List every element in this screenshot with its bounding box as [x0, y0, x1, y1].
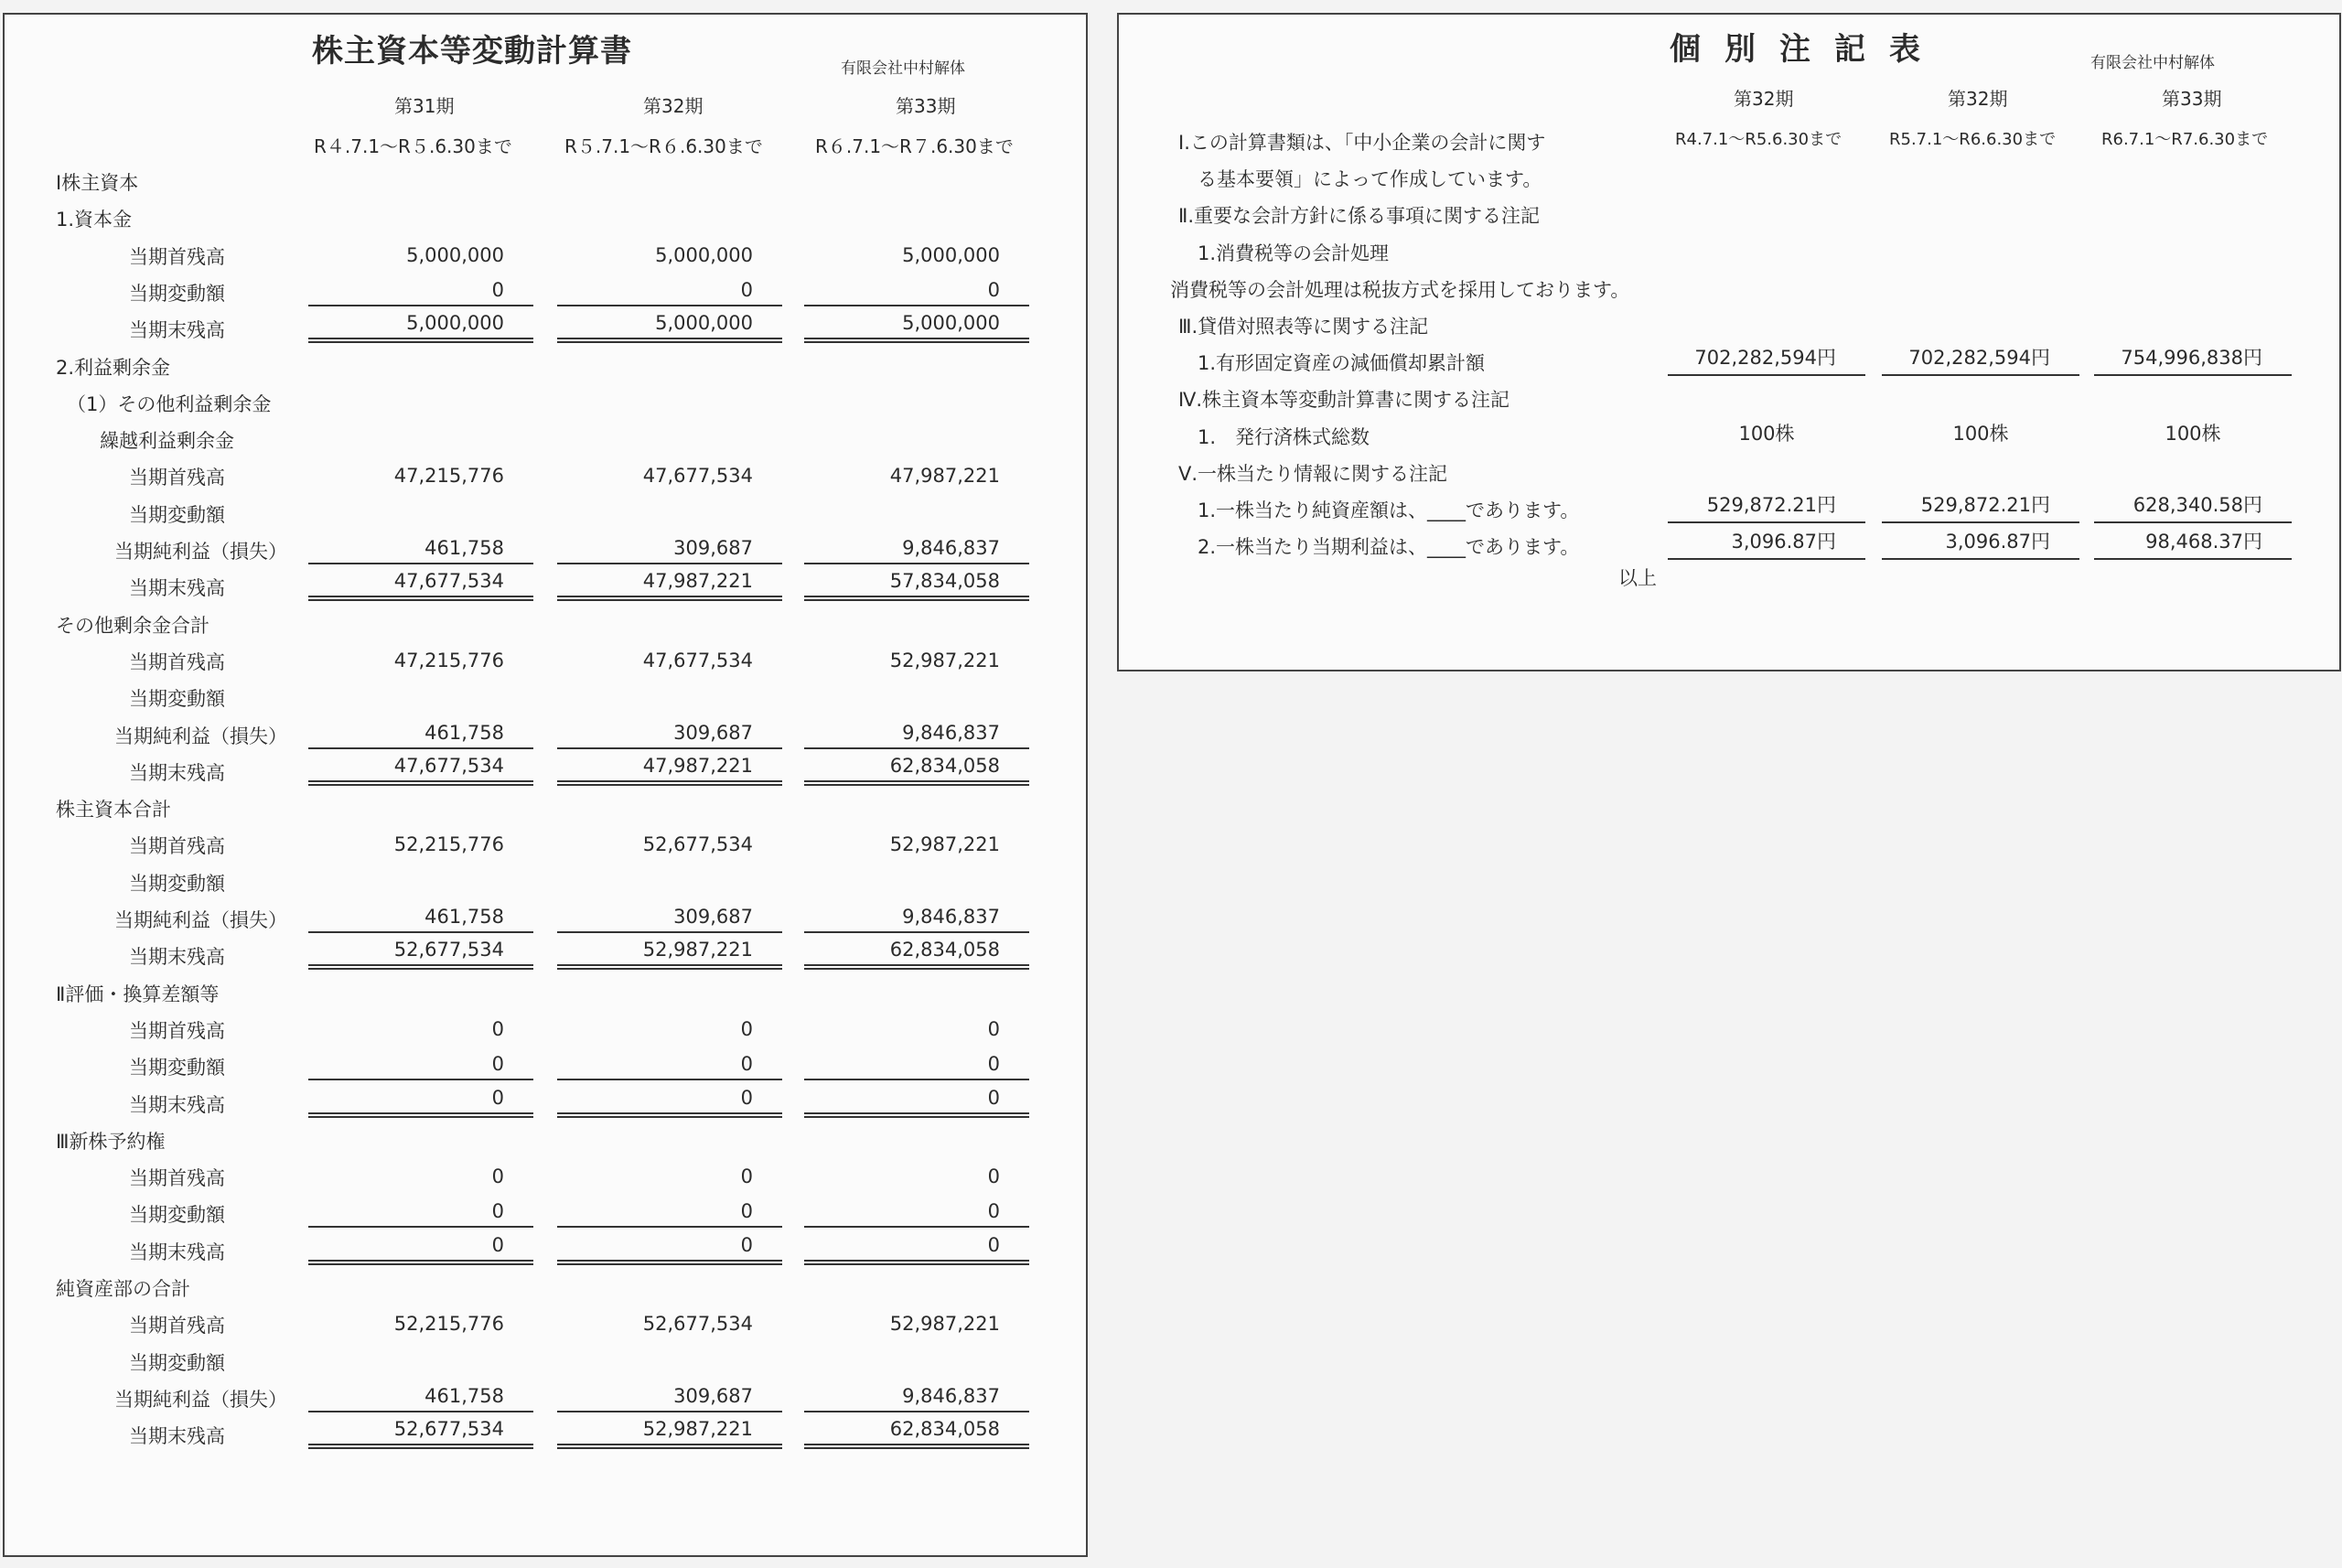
value-cell	[1668, 529, 1865, 560]
value: 0	[987, 1200, 1000, 1223]
row-label: 当期首残高	[129, 1019, 225, 1042]
value: 52,215,776	[393, 833, 504, 856]
value: 0	[491, 278, 504, 301]
shareholders-equity-statement	[3, 13, 1088, 1557]
notes-period-range-2: R5.7.1～R6.6.30まで	[1889, 130, 2057, 149]
period-range-32: R５.7.1～R６.6.30まで	[564, 135, 763, 157]
value-cell	[308, 459, 533, 490]
row-label: 1. 発行済株式総数	[1198, 425, 1370, 448]
value-cell	[557, 718, 782, 749]
value-cell	[308, 939, 533, 970]
row-label: Ⅲ.貸借対照表等に関する注記	[1178, 316, 1429, 338]
period-header-33: 第33期	[896, 95, 956, 117]
value-cell	[308, 828, 533, 859]
row-label: 当期末残高	[129, 319, 225, 342]
value-cell	[804, 1087, 1029, 1118]
value: 0	[491, 1200, 504, 1223]
value: 52,677,534	[642, 833, 753, 856]
value-cell	[804, 1049, 1029, 1080]
row-label: 当期末残高	[129, 761, 225, 784]
value: 5,000,000	[406, 243, 504, 266]
row-label: 当期純利益（損失）	[114, 725, 287, 747]
value: 52,987,221	[889, 649, 1000, 671]
value-cell	[804, 1381, 1029, 1412]
row-label: 当期末残高	[129, 1240, 225, 1263]
value: 309,687	[673, 537, 753, 559]
value-cell	[804, 718, 1029, 749]
row-label: 2.一株当たり当期利益は、____であります。	[1198, 536, 1580, 559]
value: 100株	[2165, 422, 2221, 445]
value-cell	[1668, 419, 1865, 450]
row-label: 当期首残高	[129, 467, 225, 489]
value: 5,000,000	[902, 243, 1000, 266]
value: 47,987,221	[889, 465, 1000, 488]
row-label: Ⅳ.株主資本等変動計算書に関する注記	[1178, 389, 1510, 412]
value: 9,846,837	[902, 537, 1000, 559]
row-label: 当期首残高	[129, 835, 225, 858]
value-cell	[557, 570, 782, 601]
row-label: その他剰余金合計	[56, 614, 209, 637]
row-label: 当期首残高	[129, 650, 225, 673]
value: 0	[491, 1086, 504, 1109]
row-label: 1.有形固定資産の減価償却累計額	[1198, 352, 1486, 375]
row-label: 当期変動額	[129, 1057, 225, 1079]
row-label: 当期変動額	[129, 872, 225, 895]
value: 62,834,058	[889, 754, 1000, 777]
statement-title: 株主資本等変動計算書	[312, 33, 632, 70]
value: 47,677,534	[393, 570, 504, 593]
value: 98,468.37円	[2145, 531, 2262, 553]
row-label: Ⅰ株主資本	[56, 172, 139, 194]
value: 529,872.21円	[1920, 494, 2050, 516]
value-cell	[308, 533, 533, 564]
value-cell	[308, 1234, 533, 1265]
value-cell	[557, 1087, 782, 1118]
value: 47,215,776	[393, 649, 504, 671]
row-label: る基本要領」によって作成しています。	[1198, 168, 1542, 191]
value: 0	[491, 1165, 504, 1188]
value-cell	[557, 644, 782, 675]
value-cell	[804, 239, 1029, 270]
value: 100株	[1952, 422, 2009, 445]
value-cell	[557, 1234, 782, 1265]
value-cell	[804, 533, 1029, 564]
value-cell	[557, 828, 782, 859]
value: 5,000,000	[902, 312, 1000, 335]
value: 0	[740, 1233, 753, 1256]
row-label: Ⅱ評価・換算差額等	[56, 983, 220, 1005]
value: 47,677,534	[393, 754, 504, 777]
value: 0	[740, 1086, 753, 1109]
value-cell	[557, 533, 782, 564]
value-cell	[557, 1013, 782, 1044]
row-label: 当期純利益（損失）	[114, 541, 287, 563]
value: 0	[740, 1053, 753, 1076]
row-label: 当期変動額	[129, 1204, 225, 1227]
value: 9,846,837	[902, 721, 1000, 744]
value-cell	[557, 312, 782, 343]
row-label: 当期変動額	[129, 503, 225, 526]
notes-period-header-2: 第32期	[1948, 88, 2008, 110]
value: 47,987,221	[642, 754, 753, 777]
period-range-33: R６.7.1～R７.6.30まで	[815, 135, 1014, 157]
value-cell	[557, 275, 782, 306]
value-cell	[804, 902, 1029, 933]
value-cell	[1882, 345, 2079, 376]
value: 461,758	[424, 721, 504, 744]
value-cell	[308, 570, 533, 601]
row-label: 1.資本金	[56, 209, 133, 231]
value: 52,677,534	[642, 1313, 753, 1336]
row-label: 株主資本合計	[56, 799, 171, 822]
value: 52,215,776	[393, 1313, 504, 1336]
value-cell	[1882, 419, 2079, 450]
row-label: 消費税等の会計処理は税抜方式を採用しております。	[1170, 278, 1630, 301]
period-header-32: 第32期	[643, 95, 704, 117]
value-cell	[557, 939, 782, 970]
value-cell	[308, 312, 533, 343]
value-cell	[557, 1307, 782, 1338]
value: 0	[987, 1086, 1000, 1109]
value-cell	[308, 239, 533, 270]
value-cell	[2094, 419, 2292, 450]
value-cell	[804, 755, 1029, 786]
value-cell	[308, 1160, 533, 1191]
value: 309,687	[673, 1384, 753, 1407]
value-cell	[308, 718, 533, 749]
value-cell	[308, 275, 533, 306]
value-cell	[1668, 345, 1865, 376]
row-label: 当期変動額	[129, 1351, 225, 1374]
value: 754,996,838円	[2121, 347, 2262, 370]
value: 0	[987, 1165, 1000, 1188]
row-label: 当期首残高	[129, 245, 225, 268]
row-label: Ⅱ.重要な会計方針に係る事項に関する注記	[1178, 205, 1541, 228]
value: 47,677,534	[642, 465, 753, 488]
value-cell	[804, 1013, 1029, 1044]
value-cell	[557, 1418, 782, 1449]
value-cell	[308, 1381, 533, 1412]
value: 461,758	[424, 537, 504, 559]
row-label: 当期首残高	[129, 1167, 225, 1190]
notes-period-header-1: 第32期	[1734, 88, 1794, 110]
value: 9,846,837	[902, 906, 1000, 928]
value: 628,340.58円	[2133, 494, 2262, 516]
value-cell	[2094, 345, 2292, 376]
row-label: 純資産部の合計	[56, 1278, 190, 1300]
value-cell	[2094, 492, 2292, 523]
value-cell	[557, 459, 782, 490]
value: 309,687	[673, 721, 753, 744]
row-label: 繰越利益剰余金	[100, 430, 234, 453]
value-cell	[804, 570, 1029, 601]
value-cell	[308, 755, 533, 786]
closing-text: 以上	[1618, 567, 1657, 589]
value: 52,677,534	[393, 939, 504, 961]
value-cell	[557, 1381, 782, 1412]
value: 309,687	[673, 906, 753, 928]
value-cell	[804, 459, 1029, 490]
value: 461,758	[424, 1384, 504, 1407]
row-label: 当期変動額	[129, 282, 225, 305]
row-label: 当期純利益（損失）	[114, 909, 287, 931]
value-cell	[308, 1418, 533, 1449]
row-label: 1.消費税等の会計処理	[1198, 242, 1390, 264]
value-cell	[2094, 529, 2292, 560]
value-cell	[557, 755, 782, 786]
period-header-31: 第31期	[394, 95, 455, 117]
value-cell	[1882, 492, 2079, 523]
notes-period-header-3: 第33期	[2162, 88, 2222, 110]
value: 52,987,221	[889, 833, 1000, 856]
row-label: 2.利益剰余金	[56, 356, 171, 379]
value: 0	[740, 1017, 753, 1040]
value: 5,000,000	[655, 243, 753, 266]
value: 62,834,058	[889, 1418, 1000, 1441]
value: 52,677,534	[393, 1418, 504, 1441]
value: 5,000,000	[406, 312, 504, 335]
value-cell	[1668, 492, 1865, 523]
value: 62,834,058	[889, 939, 1000, 961]
value-cell	[557, 239, 782, 270]
value-cell	[308, 1013, 533, 1044]
value: 47,677,534	[642, 649, 753, 671]
value: 461,758	[424, 906, 504, 928]
row-label: Ⅲ新株予約権	[56, 1130, 166, 1153]
value: 0	[987, 278, 1000, 301]
value-cell	[308, 1307, 533, 1338]
value-cell	[804, 275, 1029, 306]
value-cell	[1882, 529, 2079, 560]
value: 47,215,776	[393, 465, 504, 488]
value: 52,987,221	[889, 1313, 1000, 1336]
row-label: Ⅴ.一株当たり情報に関する注記	[1178, 462, 1448, 485]
value-cell	[804, 1197, 1029, 1228]
value-cell	[804, 644, 1029, 675]
value: 5,000,000	[655, 312, 753, 335]
row-label: 当期末残高	[129, 946, 225, 969]
value: 0	[740, 278, 753, 301]
value-cell	[308, 1049, 533, 1080]
value: 0	[491, 1233, 504, 1256]
value: 0	[491, 1017, 504, 1040]
row-label: 当期末残高	[129, 577, 225, 600]
value: 0	[987, 1233, 1000, 1256]
row-label: Ⅰ.この計算書類は、「中小企業の会計に関す	[1178, 132, 1546, 154]
value-cell	[804, 1418, 1029, 1449]
value: 0	[987, 1017, 1000, 1040]
value-cell	[804, 828, 1029, 859]
period-range-31: R４.7.1～R５.6.30まで	[314, 135, 512, 157]
value: 702,282,594円	[1694, 347, 1836, 370]
row-label: 1.一株当たり純資産額は、____であります。	[1198, 499, 1580, 521]
value: 52,987,221	[642, 1418, 753, 1441]
value-cell	[308, 902, 533, 933]
value-cell	[308, 1197, 533, 1228]
row-label: （1）その他利益剰余金	[67, 392, 272, 415]
value-cell	[557, 1049, 782, 1080]
value: 529,872.21円	[1706, 494, 1836, 516]
value: 0	[740, 1165, 753, 1188]
value-cell	[557, 1197, 782, 1228]
value-cell	[804, 1307, 1029, 1338]
value: 47,987,221	[642, 570, 753, 593]
notes-period-range-3: R6.7.1～R7.6.30まで	[2101, 130, 2269, 149]
value: 57,834,058	[889, 570, 1000, 593]
value: 0	[987, 1053, 1000, 1076]
value: 52,987,221	[642, 939, 753, 961]
value: 9,846,837	[902, 1384, 1000, 1407]
value-cell	[804, 939, 1029, 970]
value-cell	[308, 644, 533, 675]
row-label: 当期変動額	[129, 688, 225, 711]
company-name: 有限会社中村解体	[841, 59, 965, 78]
row-label: 当期首残高	[129, 1315, 225, 1337]
value: 0	[740, 1200, 753, 1223]
value: 100株	[1738, 422, 1795, 445]
value-cell	[804, 1160, 1029, 1191]
value: 3,096.87円	[1945, 531, 2050, 553]
value: 3,096.87円	[1731, 531, 1836, 553]
row-label: 当期末残高	[129, 1425, 225, 1448]
row-label: 当期純利益（損失）	[114, 1388, 287, 1411]
value-cell	[557, 902, 782, 933]
value-cell	[804, 1234, 1029, 1265]
value: 702,282,594円	[1908, 347, 2050, 370]
notes-company-name: 有限会社中村解体	[2090, 54, 2215, 72]
value-cell	[557, 1160, 782, 1191]
value-cell	[804, 312, 1029, 343]
value-cell	[308, 1087, 533, 1118]
notes-period-range-1: R4.7.1～R5.6.30まで	[1675, 130, 1842, 149]
value: 0	[491, 1053, 504, 1076]
row-label: 当期末残高	[129, 1093, 225, 1116]
notes-table	[1117, 13, 2341, 671]
notes-title: 個別注記表	[1670, 31, 1944, 68]
